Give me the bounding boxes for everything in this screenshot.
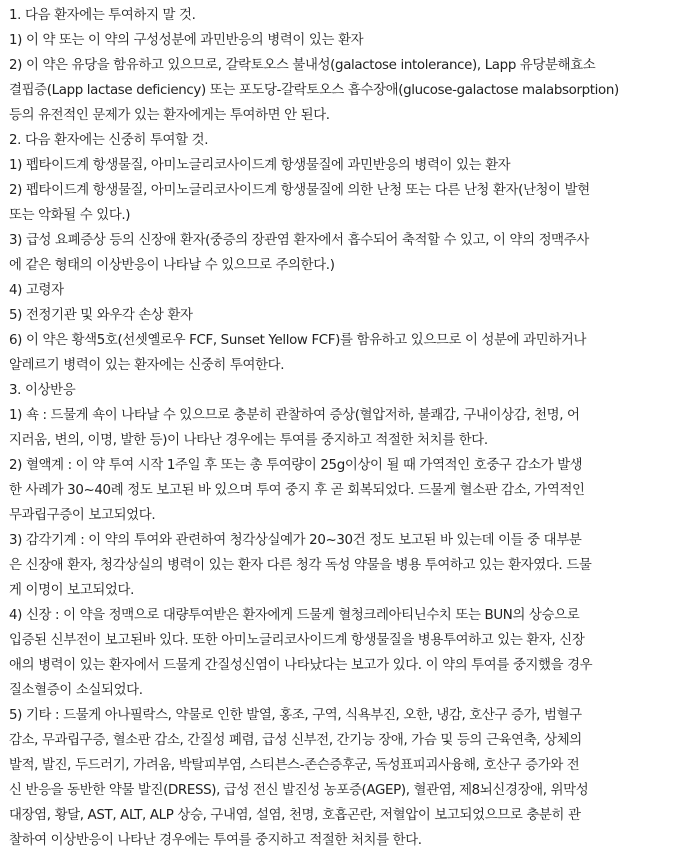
section-heading: 1. 다음 환자에는 투여하지 말 것.	[9, 8, 196, 23]
text-line: 발적, 발진, 두드러기, 가려움, 박탈피부염, 스티븐스-존슨증후군, 독성표피괴사융해, 호산구 증가와 전	[9, 758, 580, 773]
text-line: 지러움, 변의, 이명, 발한 등)이 나타난 경우에는 투여를 중지하고 적절한 처치를 한다.	[9, 433, 488, 448]
text-line: 애의 병력이 있는 환자에서 드물게 간질성신염이 나타났다는 보고가 있다. 이 약의 투여를 중지했을 경우	[9, 658, 593, 673]
text-line: 1) 이 약 또는 이 약의 구성성분에 과민반응의 병력이 있는 환자	[9, 33, 364, 48]
text-line: 또는 악화될 수 있다.)	[9, 208, 131, 223]
text-line: 대장염, 황달, AST, ALT, ALP 상승, 구내염, 설염, 천명, 호흡곤란, 저혈압이 보고되었으므로 충분히 관	[9, 808, 581, 823]
text-line: 입증된 신부전이 보고된바 있다. 또한 아미노글리코사이드계 항생물질을 병용투여하고 있는 환자, 신장	[9, 633, 585, 648]
text-line: 결핍증(Lapp lactase deficiency) 또는 포도당-갈락토오스 흡수장애(glucose-galactose malabsorption)	[9, 83, 619, 98]
text-line: 3) 급성 요폐증상 등의 신장애 환자(중증의 장관염 환자에서 흡수되어 축적할 수 있고, 이 약의 정맥주사	[9, 233, 589, 248]
text-line: 2) 펩타이드계 항생물질, 아미노글리코사이드계 항생물질에 의한 난청 또는 다른 난청 환자(난청이 발현	[9, 183, 590, 198]
section-heading: 3. 이상반응	[9, 383, 76, 398]
text-line: 등의 유전적인 문제가 있는 환자에게는 투여하면 안 된다.	[9, 108, 330, 123]
text-line: 4) 고령자	[9, 283, 64, 298]
text-line: 질소혈증이 소실되었다.	[9, 683, 143, 698]
text-line: 2) 혈액계 : 이 약 투여 시작 1주일 후 또는 총 투여량이 25g이상이 될 때 가역적인 호중구 감소가 발생	[9, 458, 583, 473]
text-line: 신 반응을 동반한 약물 발진(DRESS), 급성 전신 발진성 농포증(AGEP), 혈관염, 제8뇌신경장애, 위막성	[9, 783, 589, 798]
text-line: 2) 이 약은 유당을 함유하고 있으므로, 갈락토오스 불내성(galactose intolerance), Lapp 유당분해효소	[9, 58, 596, 73]
text-line: 1) 펩타이드계 항생물질, 아미노글리코사이드계 항생물질에 과민반응의 병력이 있는 환자	[9, 158, 511, 173]
text-line: 찰하여 이상반응이 나타난 경우에는 투여를 중지하고 적절한 처치를 한다.	[9, 833, 422, 848]
text-line: 게 이명이 보고되었다.	[9, 583, 134, 598]
text-line: 무과립구증이 보고되었다.	[9, 508, 156, 523]
text-line: 한 사례가 30~40례 정도 보고된 바 있으며 투여 중지 후 곧 회복되었다. 드물게 혈소판 감소, 가역적인	[9, 483, 585, 498]
text-line: 3) 감각기계 : 이 약의 투여와 관련하여 청각상실예가 20~30건 정도 보고된 바 있는데 이들 중 대부분	[9, 533, 582, 548]
text-line: 6) 이 약은 황색5호(선셋옐로우 FCF, Sunset Yellow FCF)를 함유하고 있으므로 이 성분에 과민하거나	[9, 333, 587, 348]
text-line: 은 신장애 환자, 청각상실의 병력이 있는 환자 다른 청각 독성 약물을 병용 투여하고 있는 환자였다. 드물	[9, 558, 592, 573]
text-line: 5) 전정기관 및 와우각 손상 환자	[9, 308, 193, 323]
text-line: 5) 기타 : 드물게 아나필락스, 약물로 인한 발열, 홍조, 구역, 식욕부진, 오한, 냉감, 호산구 증가, 범혈구	[9, 708, 582, 723]
text-line: 알레르기 병력이 있는 환자에는 신중히 투여한다.	[9, 358, 285, 373]
text-line: 에 같은 형태의 이상반응이 나타날 수 있으므로 주의한다.)	[9, 258, 335, 273]
text-line: 1) 쇽 : 드물게 쇽이 나타날 수 있으므로 충분히 관찰하여 증상(혈압저하, 불쾌감, 구내이상감, 천명, 어	[9, 408, 580, 423]
text-line: 4) 신장 : 이 약을 정맥으로 대량투여받은 환자에게 드물게 혈청크레아티닌수치 또는 BUN의 상승으로	[9, 608, 580, 623]
section-heading: 2. 다음 환자에는 신중히 투여할 것.	[9, 133, 209, 148]
document-body	[9, 3, 675, 853]
text-line: 감소, 무과립구증, 혈소판 감소, 간질성 폐렴, 급성 신부전, 간기능 장애, 가슴 및 등의 근육연축, 상체의	[9, 733, 582, 748]
